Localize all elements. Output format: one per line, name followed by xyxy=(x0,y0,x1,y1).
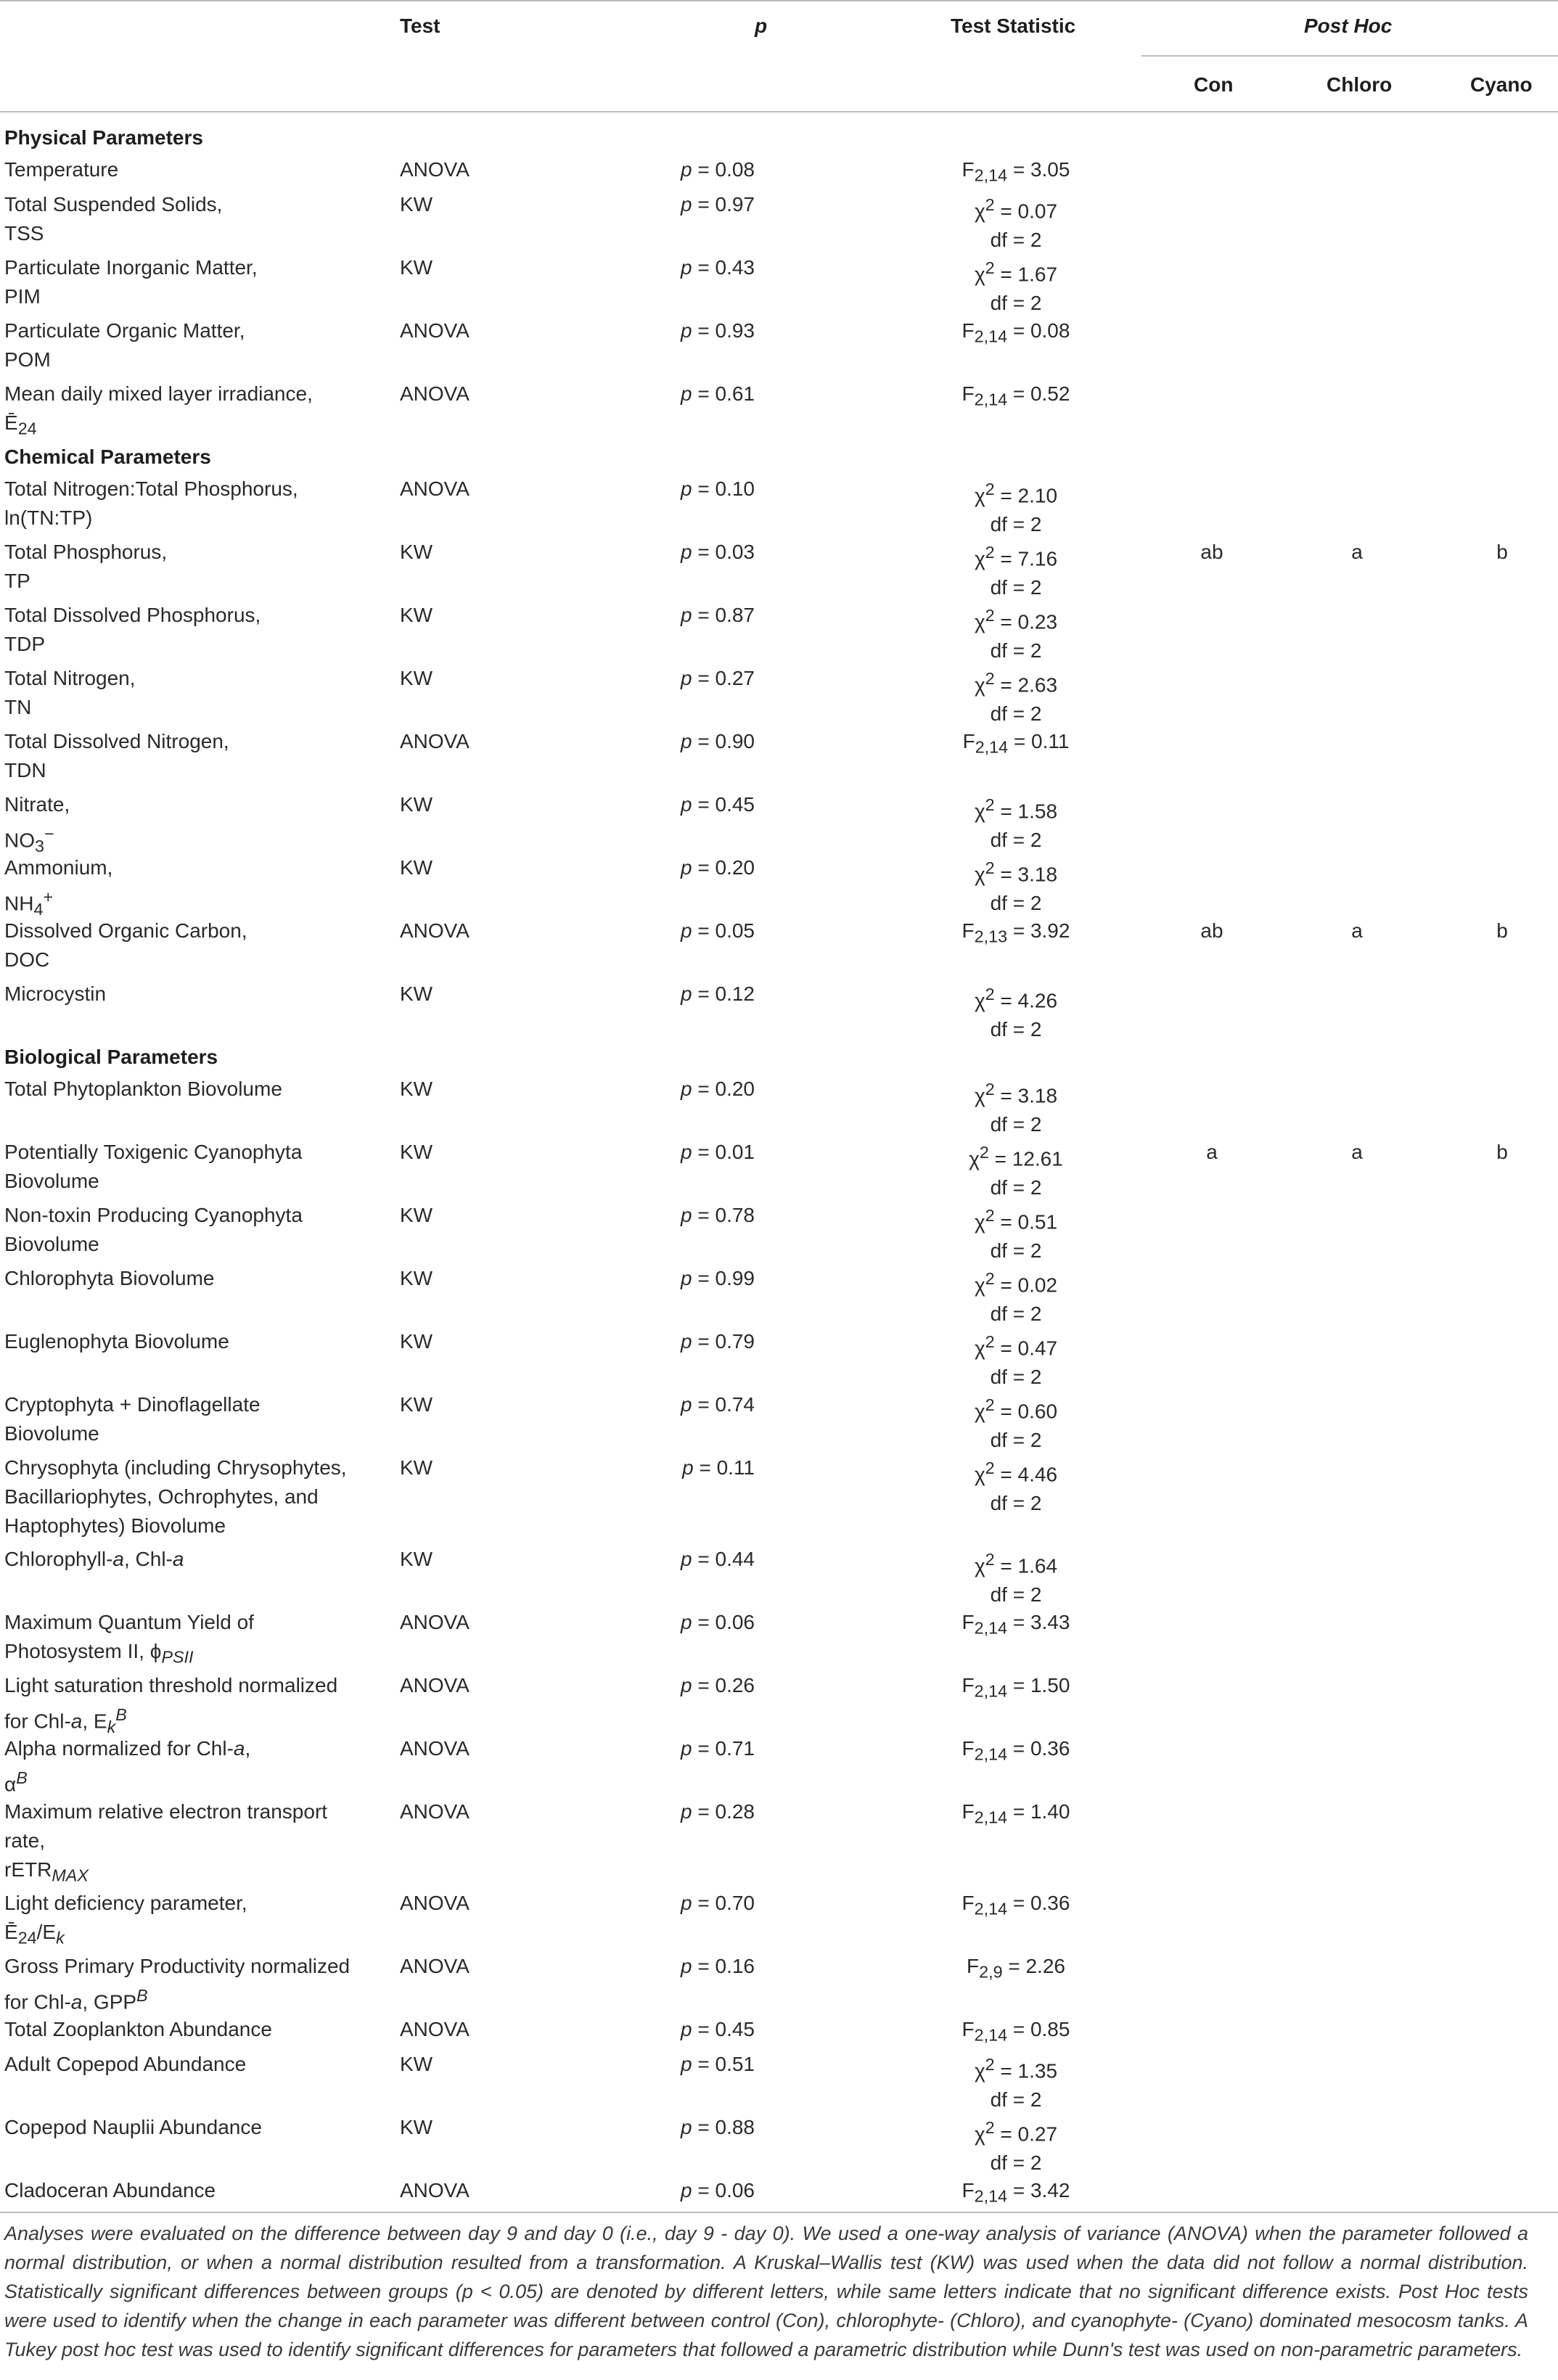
parameter-cell xyxy=(4,1201,382,1259)
test-statistic-line: $\chi^2 = 3.18$ xyxy=(974,858,1058,886)
test-statistic-cell xyxy=(900,916,1132,951)
p-value: p = 0.43 xyxy=(681,256,755,279)
parameter-line: Gross Primary Productivity normalized xyxy=(4,1955,350,1977)
parameter-line: TSS xyxy=(4,222,44,245)
parameter-cell xyxy=(4,1390,382,1448)
test-statistic-cell xyxy=(900,1138,1132,1202)
table-row xyxy=(0,1734,1558,1796)
test-statistic-line: df = 2 xyxy=(990,829,1042,852)
test-statistic-line: $\chi^2 = 0.23$ xyxy=(974,606,1058,633)
parameter-line: Temperature xyxy=(4,158,119,181)
table-row xyxy=(0,1138,1558,1199)
table-row xyxy=(0,2050,1558,2112)
test-statistic-line: $F_{2,13} = 3.92$ xyxy=(962,919,1070,946)
test-statistic-cell xyxy=(900,1545,1132,1609)
p-value: p = 0.87 xyxy=(681,604,755,626)
p-value: p = 0.01 xyxy=(681,1141,755,1163)
parameter-cell xyxy=(4,1797,382,1890)
test-statistic-line: df = 2 xyxy=(990,1176,1042,1199)
parameter-line: for Chl-a, $E_k^B$ xyxy=(4,1705,127,1736)
parameter-line: $Ē_{24}$ xyxy=(4,411,37,438)
section-title: Physical Parameters xyxy=(4,126,203,149)
table-row xyxy=(0,2176,1558,2204)
table-row xyxy=(0,2113,1558,2175)
test-statistic-line: $F_{2,14} = 0.52$ xyxy=(962,382,1070,409)
parameter-cell xyxy=(4,1327,382,1356)
parameter-line: Mean daily mixed layer irradiance, xyxy=(4,382,313,405)
parameter-line: Biovolume xyxy=(4,1422,99,1445)
test-statistic-line: df = 2 xyxy=(990,1113,1042,1136)
p-value: p = 0.16 xyxy=(681,1955,755,1977)
parameter-line: Non-toxin Producing Cyanophyta xyxy=(4,1204,303,1226)
test-statistic-line: df = 2 xyxy=(990,1492,1042,1515)
parameter-line: $\alpha^B$ xyxy=(4,1768,28,1796)
p-value: p = 0.74 xyxy=(681,1393,755,1416)
parameter-cell xyxy=(4,1608,382,1672)
test-cell: KW xyxy=(400,193,433,216)
parameter-cell xyxy=(4,1075,382,1104)
parameter-line: Maximum relative electron transport xyxy=(4,1800,328,1823)
p-value: p = 0.20 xyxy=(681,856,755,879)
parameter-cell xyxy=(4,853,382,924)
test-cell: ANOVA xyxy=(400,730,470,752)
test-cell: KW xyxy=(400,1393,433,1416)
p-value: p = 0.93 xyxy=(681,319,755,342)
header-cyano: Cyano xyxy=(1470,73,1533,96)
test-statistic-cell xyxy=(900,727,1132,762)
test-statistic-line: $\chi^2 = 2.63$ xyxy=(974,669,1058,697)
test-cell: ANOVA xyxy=(400,382,470,405)
test-statistic-cell xyxy=(900,980,1132,1044)
parameter-line: Bacillariophytes, Ochrophytes, and xyxy=(4,1485,319,1508)
table-row xyxy=(0,538,1558,599)
p-value: p = 0.05 xyxy=(681,919,755,942)
parameter-cell xyxy=(4,2015,382,2044)
parameter-cell xyxy=(4,190,382,248)
parameter-cell xyxy=(4,2113,382,2142)
test-cell: ANOVA xyxy=(400,2179,470,2202)
test-cell: KW xyxy=(400,256,433,279)
test-cell: KW xyxy=(400,604,433,626)
header-chloro: Chloro xyxy=(1327,73,1393,96)
test-statistic-line: df = 2 xyxy=(990,1239,1042,1263)
test-statistic-line: df = 2 xyxy=(990,892,1042,915)
p-value: p = 0.10 xyxy=(681,477,755,500)
parameter-cell xyxy=(4,2050,382,2079)
test-cell: ANOVA xyxy=(400,2018,470,2040)
test-statistic-line: $\chi^2 = 0.02$ xyxy=(974,1269,1058,1297)
test-cell: ANOVA xyxy=(400,319,470,342)
parameter-line: Total Suspended Solids, xyxy=(4,193,223,216)
test-statistic-line: df = 2 xyxy=(990,1429,1042,1452)
p-value: p = 0.61 xyxy=(681,382,755,405)
test-statistic-line: $\chi^2 = 0.51$ xyxy=(974,1206,1058,1234)
parameter-cell xyxy=(4,1671,382,1741)
parameter-line: $NO_3^-$ xyxy=(4,824,54,855)
table-row xyxy=(0,475,1558,536)
table-row xyxy=(0,1264,1558,1326)
test-cell: KW xyxy=(400,1141,433,1163)
parameter-cell xyxy=(4,1453,382,1540)
test-cell: ANOVA xyxy=(400,1674,470,1696)
table-row xyxy=(0,1201,1558,1263)
parameter-line: Total Dissolved Nitrogen, xyxy=(4,730,229,752)
p-value: p = 0.06 xyxy=(681,1611,755,1633)
test-cell: KW xyxy=(400,2116,433,2138)
test-statistic-cell xyxy=(900,316,1132,351)
post-hoc-chloro: a xyxy=(1351,541,1363,563)
p-value: p = 0.20 xyxy=(681,1078,755,1100)
table-bottom-rule xyxy=(0,2212,1558,2213)
p-value: p = 0.26 xyxy=(681,1674,755,1696)
test-statistic-cell xyxy=(900,1608,1132,1643)
test-statistic-line: $\chi^2 = 1.67$ xyxy=(974,258,1058,286)
test-cell: ANOVA xyxy=(400,1892,470,1914)
test-statistic-line: df = 2 xyxy=(990,639,1042,662)
parameter-line: Ammonium, xyxy=(4,856,113,879)
table-row xyxy=(0,1453,1558,1538)
parameter-line: ln(TN:TP) xyxy=(4,506,93,529)
test-statistic-line: $F_{2,14} = 0.85$ xyxy=(962,2018,1070,2045)
test-statistic-line: df = 2 xyxy=(990,513,1042,536)
test-statistic-cell xyxy=(900,155,1132,190)
parameter-line: Nitrate, xyxy=(4,793,70,816)
test-cell: ANOVA xyxy=(400,477,470,500)
table-row xyxy=(0,2015,1558,2043)
header-con: Con xyxy=(1194,73,1234,96)
table-row xyxy=(0,155,1558,184)
header-p: p xyxy=(755,15,768,37)
table-row xyxy=(0,1797,1558,1885)
test-statistic-line: $\chi^2 = 0.47$ xyxy=(974,1332,1058,1360)
test-cell: KW xyxy=(400,541,433,563)
parameter-line: Adult Copepod Abundance xyxy=(4,2053,247,2075)
test-statistic-line: $\chi^2 = 12.61$ xyxy=(969,1143,1063,1170)
test-statistic-cell xyxy=(900,1390,1132,1455)
parameter-cell xyxy=(4,601,382,659)
parameter-cell xyxy=(4,2176,382,2205)
parameter-line: PIM xyxy=(4,285,41,308)
table-row xyxy=(0,1327,1558,1389)
parameter-line: Dissolved Organic Carbon, xyxy=(4,919,247,942)
parameter-cell xyxy=(4,980,382,1009)
parameter-line: Total Phosphorus, xyxy=(4,541,168,563)
test-statistic-line: $F_{2,14} = 0.11$ xyxy=(962,730,1070,757)
post-hoc-con: a xyxy=(1206,1141,1218,1163)
post-hoc-cyano: b xyxy=(1496,1141,1508,1163)
table-footnote: Analyses were evaluated on the difference between day 9 and day 0 (i.e., day 9 - day 0). We used a one-way analysis of variance (ANOVA) when the parameter followed a normal distribution, or when a normal distribution resulted from a transformation. A Kruskal–Wallis test (KW) was used when the data did not follow a normal distribution. Statistically significant differences between groups (p < 0.05) are denoted by different letters, while same letters indicate that no significant difference exists. Post Hoc tests were used to identify when the change in each parameter was different between control (Con), chlorophyte- (Chloro), and cyanophyte- (Cyano) dominated mesocosm tanks. A Tukey post hoc test was used to identify significant differences for parameters that followed a parametric distribution while Dunn's test was used on non-parametric parameters. xyxy=(4,2223,1528,2360)
parameter-line: Cladoceran Abundance xyxy=(4,2179,216,2202)
post-hoc-cyano: b xyxy=(1496,919,1508,942)
test-cell: ANOVA xyxy=(400,158,470,181)
parameter-cell xyxy=(4,790,382,861)
post-hoc-con: ab xyxy=(1200,919,1223,942)
test-statistic-line: df = 2 xyxy=(990,229,1042,252)
p-value: p = 0.12 xyxy=(681,982,755,1005)
test-cell: KW xyxy=(400,1078,433,1100)
parameter-line: Potentially Toxigenic Cyanophyta xyxy=(4,1141,303,1163)
p-value: p = 0.71 xyxy=(681,1737,755,1760)
parameter-line: Chlorophyll-a, Chl-a xyxy=(4,1548,184,1570)
test-statistic-line: $\chi^2 = 0.60$ xyxy=(974,1395,1058,1423)
parameter-line: Haptophytes) Biovolume xyxy=(4,1514,226,1537)
test-statistic-line: df = 2 xyxy=(990,1018,1042,1041)
table-row xyxy=(0,727,1558,784)
parameter-cell xyxy=(4,1952,382,2016)
table-row xyxy=(0,853,1558,919)
table-row xyxy=(0,790,1558,855)
test-statistic-line: $\chi^2 = 0.07$ xyxy=(974,195,1058,223)
test-statistic-cell xyxy=(900,1952,1132,1987)
test-statistic-line: df = 2 xyxy=(990,1302,1042,1326)
test-statistic-cell xyxy=(900,1075,1132,1139)
p-value: p = 0.79 xyxy=(681,1330,755,1353)
p-value: p = 0.97 xyxy=(681,193,755,216)
table-row xyxy=(0,1671,1558,1736)
parameter-cell xyxy=(4,253,382,311)
test-statistic-line: $\chi^2 = 7.16$ xyxy=(974,543,1058,570)
test-statistic-line: $\chi^2 = 1.35$ xyxy=(974,2055,1058,2082)
parameter-cell xyxy=(4,727,382,785)
table-row xyxy=(0,253,1558,315)
p-value: p = 0.51 xyxy=(681,2053,755,2075)
test-statistic-line: $F_{2,14} = 0.36$ xyxy=(962,1892,1070,1919)
test-cell: KW xyxy=(400,1204,433,1226)
parameter-line: Copepod Nauplii Abundance xyxy=(4,2116,262,2138)
test-statistic-cell xyxy=(900,253,1132,318)
post-hoc-chloro: a xyxy=(1351,919,1363,942)
parameter-line: Biovolume xyxy=(4,1233,99,1255)
test-statistic-cell xyxy=(900,1889,1132,1924)
parameter-line: Light saturation threshold normalized xyxy=(4,1674,338,1696)
p-value: p = 0.11 xyxy=(682,1456,755,1479)
test-cell: ANOVA xyxy=(400,1611,470,1633)
parameter-line: Euglenophyta Biovolume xyxy=(4,1330,229,1353)
parameter-cell xyxy=(4,664,382,722)
parameter-cell xyxy=(4,1545,382,1574)
test-statistic-line: $\chi^2 = 4.46$ xyxy=(974,1458,1058,1486)
parameter-line: for Chl-a, $GPP^B$ xyxy=(4,1986,148,2014)
test-statistic-line: df = 2 xyxy=(990,702,1042,726)
table-row xyxy=(0,916,1558,973)
table-row xyxy=(0,1608,1558,1665)
test-statistic-line: $\chi^2 = 2.10$ xyxy=(974,480,1058,507)
p-value: p = 0.78 xyxy=(681,1204,755,1226)
test-cell: KW xyxy=(400,793,433,816)
post-hoc-cyano: b xyxy=(1496,541,1508,563)
test-statistic-cell xyxy=(900,190,1132,255)
parameter-line: Cryptophyta + Dinoflagellate xyxy=(4,1393,261,1416)
test-statistic-cell xyxy=(900,1734,1132,1769)
test-statistic-cell xyxy=(900,1201,1132,1265)
test-statistic-cell xyxy=(900,475,1132,539)
test-statistic-cell xyxy=(900,2015,1132,2050)
test-cell: KW xyxy=(400,667,433,689)
parameter-line: POM xyxy=(4,348,51,371)
test-cell: KW xyxy=(400,1456,433,1479)
parameter-line: Total Dissolved Phosphorus, xyxy=(4,604,261,626)
test-statistic-line: $F_{2,9} = 2.26$ xyxy=(967,1955,1065,1982)
table-row xyxy=(0,664,1558,726)
post-hoc-con: ab xyxy=(1200,541,1223,563)
parameter-line: Total Zooplankton Abundance xyxy=(4,2018,272,2040)
parameter-cell xyxy=(4,538,382,596)
header-test: Test xyxy=(400,15,440,37)
test-cell: KW xyxy=(400,1267,433,1289)
parameter-cell xyxy=(4,475,382,533)
test-statistic-cell xyxy=(900,379,1132,414)
parameter-line: TDP xyxy=(4,633,45,655)
post-hoc-rule xyxy=(1141,55,1558,57)
parameter-line: $NH_4^+$ xyxy=(4,887,54,919)
parameter-line: Light deficiency parameter, xyxy=(4,1892,247,1914)
test-cell: KW xyxy=(400,2053,433,2075)
test-statistic-line: $F_{2,14} = 3.05$ xyxy=(962,158,1070,185)
test-cell: KW xyxy=(400,1330,433,1353)
test-statistic-cell xyxy=(900,538,1132,602)
test-statistic-line: df = 2 xyxy=(990,576,1042,599)
p-value: p = 0.08 xyxy=(681,158,755,181)
test-statistic-cell xyxy=(900,1327,1132,1392)
parameter-line: Chlorophyta Biovolume xyxy=(4,1267,215,1289)
parameter-cell xyxy=(4,316,382,374)
post-hoc-chloro: a xyxy=(1351,1141,1363,1163)
p-value: p = 0.99 xyxy=(681,1267,755,1289)
parameter-line: Maximum Quantum Yield of xyxy=(4,1611,254,1633)
test-statistic-line: df = 2 xyxy=(990,2151,1042,2175)
p-value: p = 0.44 xyxy=(681,1548,755,1570)
table-row xyxy=(0,1545,1558,1606)
test-statistic-cell xyxy=(900,1264,1132,1329)
table-row xyxy=(0,316,1558,373)
test-statistic-line: df = 2 xyxy=(990,1366,1042,1389)
header-test-statistic: Test Statistic xyxy=(951,15,1076,37)
header-bottom-rule xyxy=(0,111,1558,112)
p-value: p = 0.03 xyxy=(681,541,755,563)
test-statistic-line: $F_{2,14} = 0.08$ xyxy=(962,319,1070,346)
p-value: p = 0.27 xyxy=(681,667,755,689)
test-statistic-line: $F_{2,14} = 0.36$ xyxy=(962,1737,1070,1764)
parameter-line: TDN xyxy=(4,759,46,781)
table-row xyxy=(0,1390,1558,1452)
test-statistic-cell xyxy=(900,2113,1132,2178)
parameter-line: Biovolume xyxy=(4,1170,99,1192)
parameter-line: Particulate Organic Matter, xyxy=(4,319,245,342)
test-statistic-line: df = 2 xyxy=(990,1583,1042,1606)
parameter-line: Microcystin xyxy=(4,982,107,1005)
test-statistic-line: $\chi^2 = 1.58$ xyxy=(974,795,1058,823)
test-cell: KW xyxy=(400,1548,433,1570)
table-row xyxy=(0,601,1558,662)
parameter-line: $Ē_{24}/E_k$ xyxy=(4,1921,65,1948)
parameter-line: Photosystem II, $\phi_{PSII}$ xyxy=(4,1640,194,1667)
parameter-line: Particulate Inorganic Matter, xyxy=(4,256,258,279)
test-statistic-line: $F_{2,14} = 1.40$ xyxy=(962,1800,1070,1827)
parameter-line: rate, xyxy=(4,1829,46,1852)
p-value: p = 0.88 xyxy=(681,2116,755,2138)
parameter-line: Chrysophyta (including Chrysophytes, xyxy=(4,1456,347,1479)
test-cell: ANOVA xyxy=(400,1737,470,1760)
parameter-line: Alpha normalized for Chl-a, xyxy=(4,1737,251,1760)
test-statistic-line: $F_{2,14} = 1.50$ xyxy=(962,1674,1070,1701)
table-row xyxy=(0,1075,1558,1136)
test-cell: KW xyxy=(400,982,433,1005)
test-statistic-line: $F_{2,14} = 3.43$ xyxy=(962,1611,1070,1638)
test-statistic-line: $F_{2,14} = 3.42$ xyxy=(962,2179,1070,2206)
test-statistic-cell xyxy=(900,1671,1132,1706)
test-statistic-line: $\chi^2 = 0.27$ xyxy=(974,2118,1058,2146)
p-value: p = 0.70 xyxy=(681,1892,755,1914)
parameter-cell xyxy=(4,379,382,443)
table-row xyxy=(0,1889,1558,1948)
test-statistic-line: df = 2 xyxy=(990,2088,1042,2112)
test-cell: ANOVA xyxy=(400,919,470,942)
parameter-cell xyxy=(4,1889,382,1953)
table-top-rule xyxy=(0,0,1558,1)
p-value: p = 0.45 xyxy=(681,2018,755,2040)
parameter-cell xyxy=(4,916,382,974)
parameter-line: Total Phytoplankton Biovolume xyxy=(4,1078,282,1100)
test-statistic-cell xyxy=(900,2176,1132,2211)
test-statistic-cell xyxy=(900,1797,1132,1832)
test-statistic-cell xyxy=(900,664,1132,729)
test-cell: ANOVA xyxy=(400,1955,470,1977)
table-row xyxy=(0,190,1558,252)
test-statistic-cell xyxy=(900,2050,1132,2114)
table-row xyxy=(0,1952,1558,2014)
parameter-cell xyxy=(4,1264,382,1293)
p-value: p = 0.45 xyxy=(681,793,755,816)
parameter-line: Total Nitrogen:Total Phosphorus, xyxy=(4,477,298,500)
parameter-line: Total Nitrogen, xyxy=(4,667,136,689)
test-statistic-cell xyxy=(900,601,1132,665)
parameter-line: rETR$_{MAX}$ xyxy=(4,1858,89,1885)
p-value: p = 0.28 xyxy=(681,1800,755,1823)
test-statistic-cell xyxy=(900,853,1132,918)
test-statistic-line: $\chi^2 = 1.64$ xyxy=(974,1550,1058,1577)
test-statistic-line: $\chi^2 = 4.26$ xyxy=(974,985,1058,1012)
section-title: Chemical Parameters xyxy=(4,446,211,468)
table-row xyxy=(0,980,1558,1041)
parameter-cell xyxy=(4,1138,382,1196)
test-statistic-cell xyxy=(900,1453,1132,1518)
test-statistic-cell xyxy=(900,790,1132,855)
test-cell: KW xyxy=(400,856,433,879)
parameter-line: DOC xyxy=(4,948,50,971)
parameter-cell xyxy=(4,155,382,184)
header-post-hoc: Post Hoc xyxy=(1304,15,1393,37)
section-title: Biological Parameters xyxy=(4,1046,218,1068)
p-value: p = 0.06 xyxy=(681,2179,755,2202)
test-cell: ANOVA xyxy=(400,1800,470,1823)
test-statistic-line: df = 2 xyxy=(990,292,1042,315)
p-value: p = 0.90 xyxy=(681,730,755,752)
parameter-line: TN xyxy=(4,696,32,718)
test-statistic-line: $\chi^2 = 3.18$ xyxy=(974,1080,1058,1107)
parameter-cell xyxy=(4,1734,382,1799)
parameter-line: TP xyxy=(4,570,30,592)
table-row xyxy=(0,379,1558,436)
